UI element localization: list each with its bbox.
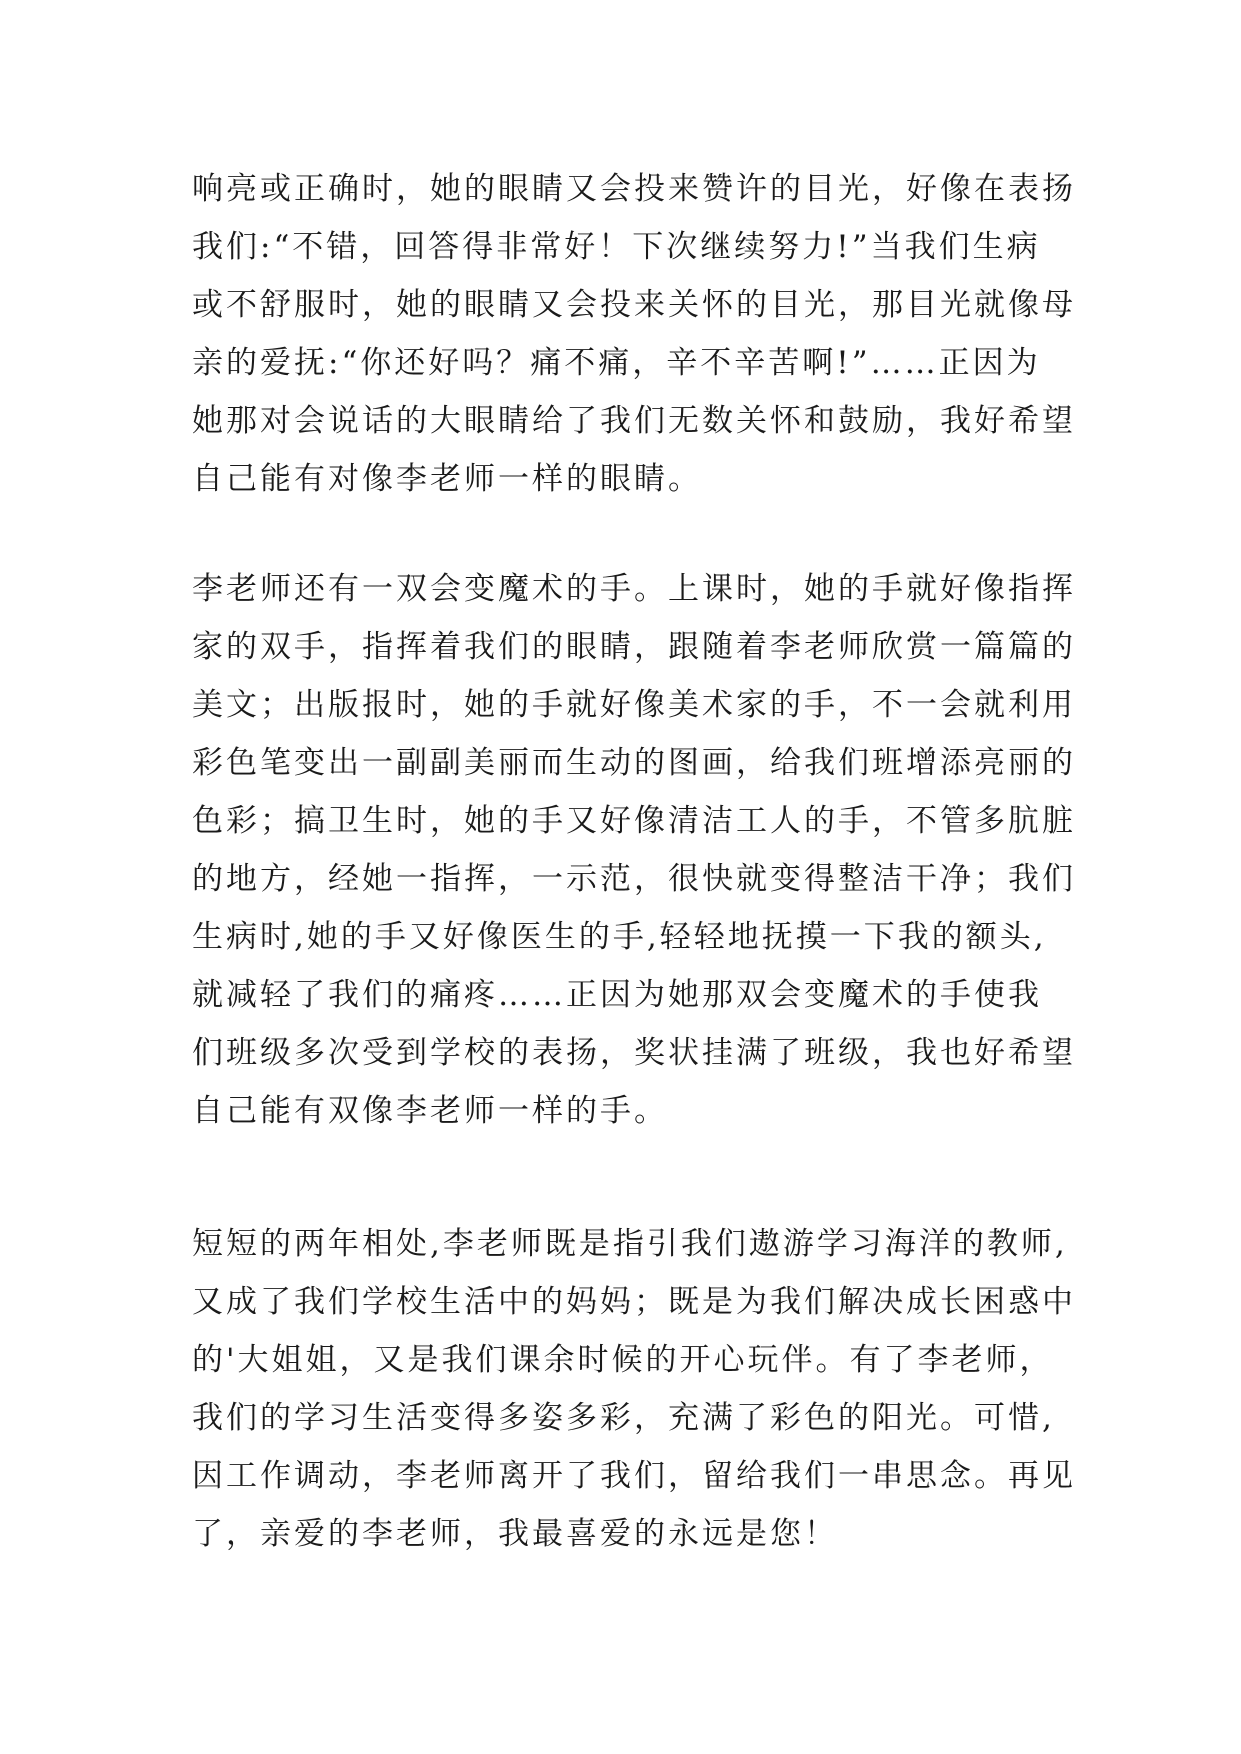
- paragraph-teacher-hands: [192, 560, 1076, 1140]
- text-line: 又成了我们学校生活中的妈妈；既是为我们解决成长困惑中: [192, 1284, 1076, 1320]
- text-line: 李老师还有一双会变魔术的手。上课时，她的手就好像指挥: [192, 571, 1076, 607]
- text-line: 亲的爱抚:“你还好吗？痛不痛，辛不辛苦啊!”……正因为: [192, 345, 1041, 381]
- text-line: 家的双手，指挥着我们的眼睛，跟随着李老师欣赏一篇篇的: [192, 629, 1076, 665]
- text-line: 的'大姐姐，又是我们课余时候的开心玩伴。有了李老师，: [192, 1342, 1054, 1378]
- text-line: 自己能有对像李老师一样的眼睛。: [192, 461, 702, 497]
- text-line: 就减轻了我们的痛疼……正因为她那双会变魔术的手使我: [192, 977, 1042, 1013]
- text-line: 因工作调动，李老师离开了我们，留给我们一串思念。再见: [192, 1458, 1076, 1494]
- text-line: 我们的学习生活变得多姿多彩，充满了彩色的阳光。可惜,: [192, 1400, 1055, 1436]
- text-line: 响亮或正确时，她的眼睛又会投来赞许的目光，好像在表扬: [192, 171, 1076, 207]
- text-line: 彩色笔变出一副副美丽而生动的图画，给我们班增添亮丽的: [192, 745, 1076, 781]
- paragraph-teacher-eyes: [192, 160, 1076, 508]
- text-line: 她那对会说话的大眼睛给了我们无数关怀和鼓励，我好希望: [192, 403, 1076, 439]
- text-line: 色彩；搞卫生时，她的手又好像清洁工人的手，不管多肮脏: [192, 803, 1076, 839]
- paragraph-farewell: [192, 1215, 1076, 1563]
- text-line: 们班级多次受到学校的表扬，奖状挂满了班级，我也好希望: [192, 1035, 1076, 1071]
- text-line: 短短的两年相处,李老师既是指引我们遨游学习海洋的教师,: [192, 1226, 1068, 1262]
- text-line: 自己能有双像李老师一样的手。: [192, 1093, 668, 1129]
- text-line: 或不舒服时，她的眼睛又会投来关怀的目光，那目光就像母: [192, 287, 1076, 323]
- text-line: 生病时,她的手又好像医生的手,轻轻地抚摸一下我的额头,: [192, 919, 1047, 955]
- text-line: 的地方，经她一指挥，一示范，很快就变得整洁干净；我们: [192, 861, 1076, 897]
- text-line: 美文；出版报时，她的手就好像美术家的手，不一会就利用: [192, 687, 1076, 723]
- text-line: 我们:“不错，回答得非常好！下次继续努力!”当我们生病: [192, 229, 1041, 265]
- text-line: 了，亲爱的李老师，我最喜爱的永远是您！: [192, 1516, 838, 1552]
